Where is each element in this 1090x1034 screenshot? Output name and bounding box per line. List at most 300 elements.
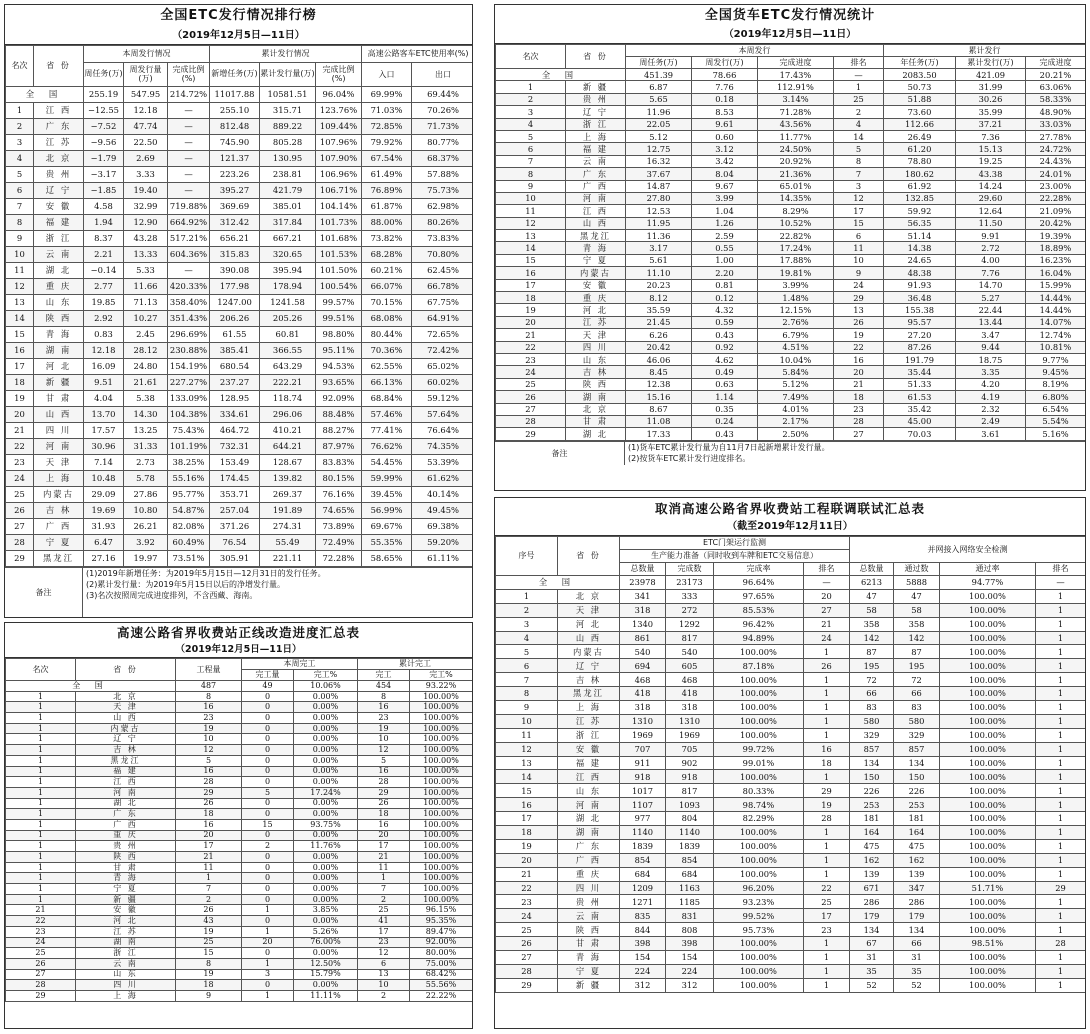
value-cell: 27 [804,603,850,617]
province-cell: 吉 林 [566,366,626,378]
table-row [496,205,1086,217]
value-cell: 178.94 [260,279,316,295]
value-cell: 61.20 [884,143,956,155]
value-cell: 61.92 [884,180,956,192]
province-cell: 内蒙古 [558,645,620,659]
value-cell: 206.26 [210,311,260,327]
table-row [496,180,1086,192]
value-cell: 100.00% [410,691,473,702]
value-cell: 296.69% [168,327,210,343]
table-row [6,215,474,231]
value-cell: 7.36 [956,130,1026,142]
table-row [496,714,1086,728]
value-cell: 11.66 [124,279,168,295]
table-row [6,926,473,937]
value-cell: 43 [176,916,242,927]
value-cell: 9.61 [692,118,758,130]
rank-cell: 17 [496,812,558,826]
value-cell: 100.00% [410,830,473,841]
national-cell: — [804,576,850,590]
province-cell: 吉 林 [34,503,84,519]
note-line: (2)累计发行量：为2019年5月15日以后的净增发行量。 [86,580,285,589]
value-cell: −7.52 [84,119,124,135]
table-row [6,873,473,884]
value-cell: 7.76 [692,81,758,93]
table-row [496,853,1086,867]
value-cell: 222.21 [260,375,316,391]
national-total-row [496,69,1086,81]
rank-cell: 15 [6,327,34,343]
value-cell: 162 [894,853,940,867]
value-cell: 6.80% [1026,391,1086,403]
value-cell: 10 [834,254,884,266]
value-cell: 358 [894,617,940,631]
col-province: 省 份 [76,659,176,681]
province-cell: 重 庆 [566,292,626,304]
rank-cell: 26 [496,937,558,951]
value-cell: 2.92 [84,311,124,327]
rank-cell: 1 [6,745,76,756]
value-cell: 371.26 [210,519,260,535]
value-cell: 889.22 [260,119,316,135]
value-cell: 20 [242,937,294,948]
province-cell: 福 建 [558,756,620,770]
value-cell: 179 [850,909,894,923]
value-cell: 100.00% [940,770,1036,784]
value-cell: 24.43% [1026,155,1086,167]
table-row [496,826,1086,840]
rank-cell: 2 [6,119,34,135]
etc-ranking-subtitle: （2019年12月5日—11日） [5,27,472,45]
value-cell: 745.90 [210,135,260,151]
value-cell: 1 [242,958,294,969]
province-cell: 黑龙江 [34,551,84,567]
value-cell: −12.55 [84,103,124,119]
value-cell: 305.91 [210,551,260,567]
value-cell: 66 [894,937,940,951]
value-cell: 5.26% [294,926,358,937]
value-cell: 3.35 [956,366,1026,378]
value-cell: 24 [804,631,850,645]
value-cell: 705 [666,742,714,756]
province-cell: 贵 州 [566,93,626,105]
value-cell: 21.09% [1026,205,1086,217]
value-cell: 43.28 [124,231,168,247]
table-row [6,199,474,215]
value-cell: 1 [1036,742,1086,756]
value-cell: 223.26 [210,167,260,183]
value-cell: 19.81% [758,267,834,279]
table-row [496,631,1086,645]
col-province: 省 份 [566,45,626,69]
value-cell: 100.00% [940,923,1036,937]
value-cell: 72 [850,673,894,687]
value-cell: 16 [358,766,410,777]
rank-cell: 12 [496,217,566,229]
province-cell: 河 南 [566,192,626,204]
value-cell: 67 [850,937,894,951]
value-cell: 93.75% [294,819,358,830]
province-cell: 宁 夏 [34,535,84,551]
value-cell: 20.42 [626,341,692,353]
province-cell: 四 川 [76,980,176,991]
rank-cell: 26 [496,391,566,403]
value-cell: 68.37% [412,151,473,167]
value-cell: 28 [176,777,242,788]
province-cell: 青 海 [566,242,626,254]
value-cell: 580 [850,714,894,728]
value-cell: 195 [850,659,894,673]
value-cell: 100.00% [714,853,804,867]
value-cell: 101.53% [316,247,362,263]
value-cell: 12.18 [84,343,124,359]
value-cell: 221.11 [260,551,316,567]
value-cell: 0.00% [294,980,358,991]
province-cell: 云 南 [34,247,84,263]
value-cell: 1.14 [692,391,758,403]
table-row [496,93,1086,105]
value-cell: 100.00% [410,713,473,724]
col-week-done: 完工量 [242,670,294,681]
truck-etc-subtitle: （2019年12月5日—11日） [495,27,1085,44]
value-cell: 100.00% [410,787,473,798]
value-cell: 8.12 [626,292,692,304]
value-cell: 656.21 [210,231,260,247]
province-cell: 河 北 [558,617,620,631]
table-row [6,551,474,567]
province-cell: 福 建 [566,143,626,155]
table-row [496,978,1086,992]
value-cell: 19.97 [124,551,168,567]
value-cell: 31.99 [956,81,1026,93]
value-cell: 205.26 [260,311,316,327]
value-cell: 80.26% [412,215,473,231]
value-cell: 468 [620,673,666,687]
value-cell: 237.27 [210,375,260,391]
value-cell: 100.00% [940,631,1036,645]
value-cell: 12.18 [124,103,168,119]
value-cell: 20 [804,589,850,603]
value-cell: 87 [850,645,894,659]
value-cell: — [168,151,210,167]
value-cell: 13.70 [84,407,124,423]
table-row [6,375,474,391]
value-cell: 11 [176,862,242,873]
province-cell: 北 京 [34,151,84,167]
rank-cell: 15 [496,784,558,798]
value-cell: 17.57 [84,423,124,439]
table-row [6,948,473,959]
value-cell: 20.92% [758,155,834,167]
value-cell: 68.84% [362,391,412,407]
value-cell: 98.80% [316,327,362,343]
col-province: 省 份 [34,46,84,87]
table-row [6,119,474,135]
table-row [6,359,474,375]
value-cell: 76.00% [294,937,358,948]
value-cell: 334.61 [210,407,260,423]
value-cell: 3.99% [758,279,834,291]
province-cell: 贵 州 [34,167,84,183]
value-cell: 100.00% [714,673,804,687]
value-cell: 10.27 [124,311,168,327]
rank-cell: 29 [6,551,34,567]
value-cell: — [168,263,210,279]
rank-cell: 9 [496,180,566,192]
value-cell: 580 [894,714,940,728]
value-cell: 274.31 [260,519,316,535]
rank-cell: 1 [6,830,76,841]
value-cell: 134 [850,923,894,937]
truck-etc-stats-panel [494,4,1086,491]
value-cell: 18 [804,756,850,770]
value-cell: 139 [850,867,894,881]
value-cell: 1093 [666,798,714,812]
value-cell: 1 [1036,631,1086,645]
rank-cell: 1 [6,894,76,905]
value-cell: 0.24 [692,415,758,427]
value-cell: 93.65% [316,375,362,391]
value-cell: 70.80% [412,247,473,263]
value-cell: 53.39% [412,455,473,471]
value-cell: 83 [894,701,940,715]
value-cell: 0 [242,809,294,820]
value-cell: 20 [176,830,242,841]
value-cell: 43.56% [758,118,834,130]
value-cell: 142 [894,631,940,645]
table-row [496,118,1086,130]
table-row [496,217,1086,229]
value-cell: 0.63 [692,378,758,390]
col-cum-done: 完工 [358,670,410,681]
value-cell: 80.33% [714,784,804,798]
rank-cell: 11 [496,728,558,742]
value-cell: 76.89% [362,183,412,199]
joint-debugging-summary-panel [494,497,1086,1029]
value-cell: 100.00% [940,714,1036,728]
value-cell: 100.00% [410,745,473,756]
province-cell: 河 南 [558,798,620,812]
value-cell: 72.65% [412,327,473,343]
table-row [6,151,474,167]
value-cell: 11.08 [626,415,692,427]
value-cell: 0.00% [294,948,358,959]
value-cell: 238.81 [260,167,316,183]
value-cell: 0.00% [294,745,358,756]
value-cell: 12.38 [626,378,692,390]
value-cell: 49.45% [412,503,473,519]
value-cell: 3.33 [124,167,168,183]
value-cell: 95.73% [714,923,804,937]
value-cell: 333 [666,589,714,603]
value-cell: 106.71% [316,183,362,199]
table-row [6,103,474,119]
table-row [496,81,1086,93]
table-row [6,958,473,969]
value-cell: 0.92 [692,341,758,353]
joint-test-table [495,536,1086,993]
col-rank: 名次 [496,45,566,69]
table-row [496,428,1086,440]
value-cell: 26.49 [884,130,956,142]
value-cell: 18 [176,809,242,820]
value-cell: 684 [666,867,714,881]
value-cell: 12.74% [1026,329,1086,341]
value-cell: 88.27% [316,423,362,439]
rank-cell: 1 [6,691,76,702]
value-cell: 918 [666,770,714,784]
value-cell: 66.78% [412,279,473,295]
table-row [6,916,473,927]
value-cell: 12 [834,192,884,204]
value-cell: 142 [850,631,894,645]
col-year-task: 年任务(万) [884,57,956,69]
national-label: 全 国 [6,87,84,103]
value-cell: 5 [834,143,884,155]
value-cell: 0.00% [294,873,358,884]
rank-cell: 28 [496,415,566,427]
note-line: (2)按货车ETC累计发行进度排名。 [628,453,751,463]
value-cell: 87 [894,645,940,659]
table-row [496,756,1086,770]
value-cell: 99.57% [316,295,362,311]
value-cell: 17.33 [626,428,692,440]
value-cell: 28.12 [124,343,168,359]
province-cell: 贵 州 [558,895,620,909]
national-label: 全 国 [496,576,620,590]
group-network-security: 并网接入网络安全检测 [850,537,1086,563]
value-cell: 100.00% [714,937,804,951]
value-cell: 100.00% [410,884,473,895]
value-cell: 13 [834,304,884,316]
national-cell: 69.44% [412,87,473,103]
table-row [496,951,1086,965]
rank-cell: 3 [496,617,558,631]
value-cell: 12.15% [758,304,834,316]
rank-cell: 20 [496,316,566,328]
value-cell: 255.10 [210,103,260,119]
rank-cell: 9 [496,701,558,715]
rank-cell: 21 [6,905,76,916]
value-cell: 2.50% [758,428,834,440]
value-cell: 27.20 [884,329,956,341]
province-cell: 湖 南 [558,826,620,840]
rank-cell: 13 [496,756,558,770]
value-cell: 694 [620,659,666,673]
value-cell: 139.82 [260,471,316,487]
value-cell: 17 [804,909,850,923]
province-cell: 北 京 [558,589,620,603]
value-cell: 3.99 [692,192,758,204]
rank-cell: 3 [6,135,34,151]
rank-cell: 24 [6,937,76,948]
value-cell: 100.00% [940,798,1036,812]
value-cell: 11.76% [294,841,358,852]
value-cell: 155.38 [884,304,956,316]
value-cell: 82.29% [714,812,804,826]
value-cell: 181 [850,812,894,826]
value-cell: 0.00% [294,777,358,788]
province-cell: 河 北 [566,304,626,316]
value-cell: 100.00% [940,687,1036,701]
table-row [6,841,473,852]
value-cell: 191.79 [884,353,956,365]
value-cell: 1271 [620,895,666,909]
value-cell: 1 [176,873,242,884]
national-label: 全 国 [6,681,176,692]
value-cell: 1.94 [84,215,124,231]
table-row [496,130,1086,142]
table-row [496,415,1086,427]
table-row [496,267,1086,279]
value-cell: 76.64% [412,423,473,439]
table-row [496,279,1086,291]
value-cell: 104.38% [168,407,210,423]
rank-cell: 2 [496,93,566,105]
value-cell: 92.00% [410,937,473,948]
province-cell: 安 徽 [558,742,620,756]
rank-cell: 5 [496,645,558,659]
group-week: 本周发行 [626,45,884,57]
rank-cell: 18 [496,826,558,840]
province-cell: 黑龙江 [558,687,620,701]
value-cell: 66 [894,687,940,701]
national-cell: 49 [242,681,294,692]
value-cell: 100.00% [714,714,804,728]
value-cell: 329 [894,728,940,742]
table-row [496,937,1086,951]
province-cell: 浙 江 [558,728,620,742]
value-cell: 64.91% [412,311,473,327]
value-cell: 0.00% [294,916,358,927]
province-cell: 江 苏 [34,135,84,151]
rank-cell: 23 [496,895,558,909]
value-cell: 107.96% [316,135,362,151]
value-cell: 808 [666,923,714,937]
value-cell: 24.65 [884,254,956,266]
province-cell: 北 京 [566,403,626,415]
province-cell: 宁 夏 [566,254,626,266]
value-cell: 23 [358,713,410,724]
value-cell: 28 [1036,937,1086,951]
table-row [6,777,473,788]
value-cell: 73.51% [168,551,210,567]
value-cell: 24.50% [758,143,834,155]
value-cell: 1 [804,770,850,784]
rank-cell: 1 [6,809,76,820]
table-row [6,787,473,798]
value-cell: 5.12% [758,378,834,390]
value-cell: 4.51% [758,341,834,353]
value-cell: 1 [804,826,850,840]
value-cell: 58 [894,603,940,617]
value-cell: 20 [834,366,884,378]
value-cell: 0 [242,702,294,713]
province-cell: 广 东 [566,168,626,180]
table-row [496,798,1086,812]
value-cell: 60.49% [168,535,210,551]
value-cell: 5 [358,755,410,766]
table-row [496,316,1086,328]
province-cell: 山 西 [34,407,84,423]
province-cell: 福 建 [34,215,84,231]
value-cell: 99.72% [714,742,804,756]
national-cell: 214.72% [168,87,210,103]
value-cell: 1 [1036,839,1086,853]
value-cell: 100.00% [940,673,1036,687]
value-cell: 604.36% [168,247,210,263]
value-cell: 2.32 [956,403,1026,415]
